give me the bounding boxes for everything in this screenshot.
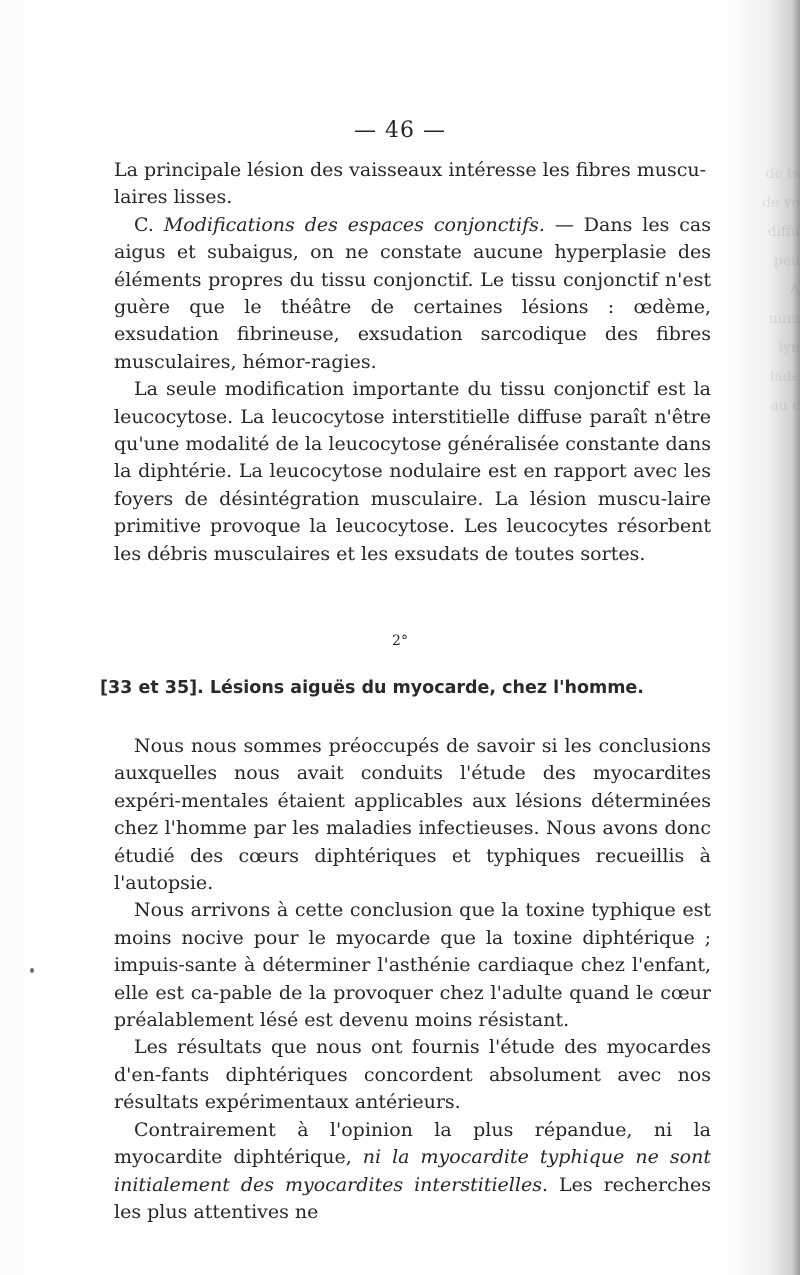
paragraph-text: Contrairement à l'opinion la plus répandue, ni la myocardite diphtérique, (114, 1118, 711, 1169)
bleed-through-text: de ts de vo diffu peu A num lyn lade au c (761, 166, 800, 414)
paragraph: Les résultats que nous ont fournis l'étude des myocardes d'en-fants diphtériques concordent absolument avec nos résultats expérimentaux antérieurs. (114, 1036, 711, 1114)
text-line: La principale lésion des vaisseaux intéresse les fibres muscu- (114, 159, 707, 181)
section-heading: [33 et 35]. Lésions aiguës du myocarde, chez l'homme. (100, 678, 644, 698)
paragraph: Nous nous sommes préoccupés de savoir si les conclusions auxquelles nous avait conduits l'étude des myocardites expéri-mentales étaient applicables aux lésions déterminées chez l'homme par les maladies infectieuses. Nous avons donc étudié des cœurs diphtériques et typhiques recueillis à l'autopsie. (114, 735, 711, 895)
subsection-title: Modifications des espaces conjonctifs. (163, 213, 545, 236)
paragraph (114, 212, 711, 376)
paragraph (114, 1117, 711, 1227)
text-line: laires lisses. (114, 186, 233, 209)
subsection-label: C. (134, 213, 164, 236)
paragraph: La seule modification importante du tissu conjonctif est la leucocytose. La leucocytose interstitielle diffuse paraît n'être qu'une modalité de la leucocytose généralisée constante dans la diphtérie. La leucocytose nodulaire est en rapport avec les foyers de désintégration musculaire. La lésion muscu-laire primitive provoque la leucocytose. Les leucocytes résorbent les débris musculaires et les exsudats de toutes sortes. (114, 378, 711, 565)
text-block-bottom (114, 733, 711, 1226)
page-number: — 46 — (354, 118, 446, 143)
emphasized-text: ni la myocardite typhique ne sont initialement des myocardites interstitielles. (114, 1146, 711, 1196)
section-number: 2° (392, 633, 408, 649)
paragraph (114, 157, 711, 212)
paragraph-text: — Dans les cas aigus et subaigus, on ne constate aucune hyperplasie des éléments propres du tissu conjonctif. Le tissu conjonctif n'est guère que le théâtre de certaines lésions : œdème, exsudation fibrineuse, exsudation sarcodique des fibres musculaires, hémor-ragies. (114, 213, 711, 373)
ink-speck (30, 968, 34, 973)
paragraph: Nous arrivons à cette conclusion que la toxine typhique est moins nocive pour le myocarde que la toxine diphtérique ; impuis-sante à déterminer l'asthénie cardiaque chez l'enfant, elle est ca-pable de la provoquer chez l'adulte quand le cœur préalablement lésé est devenu moins résistant. (114, 899, 711, 1032)
text-block-top (114, 157, 711, 568)
paragraph-text: Les recherches les plus attentives ne (114, 1173, 711, 1223)
